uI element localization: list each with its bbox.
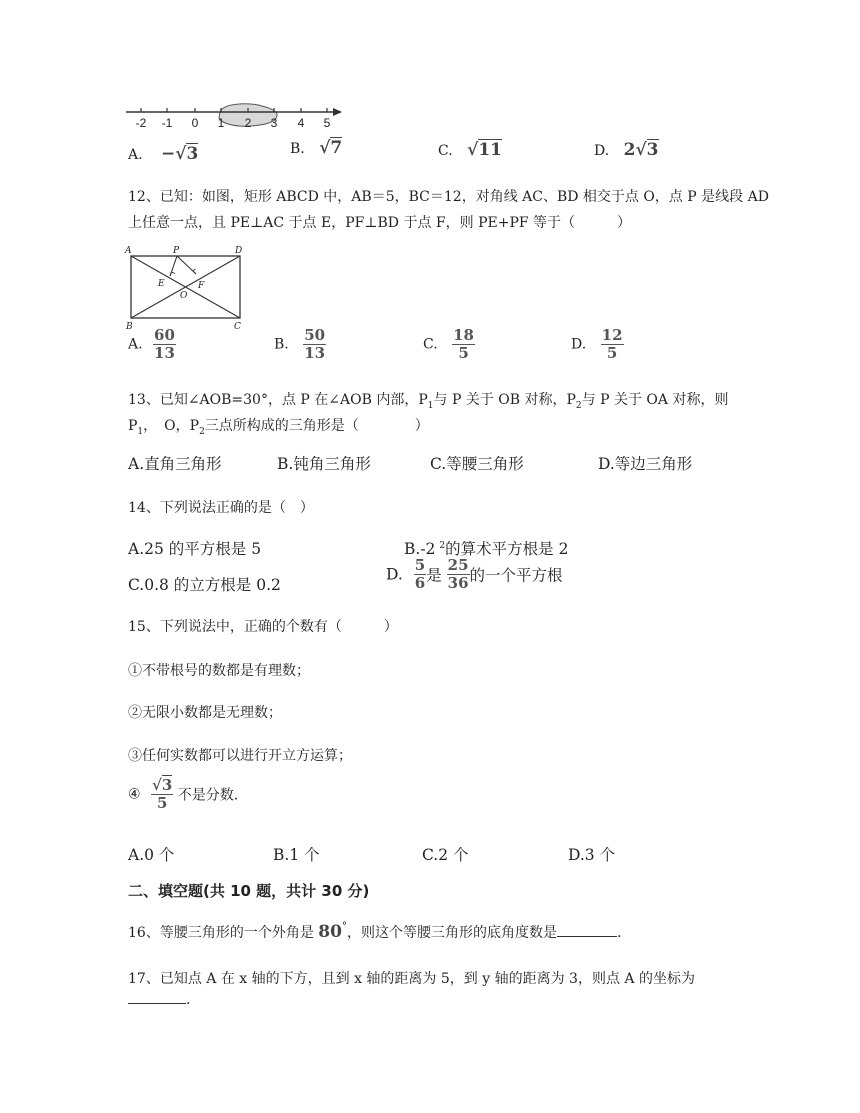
label-b: B (126, 322, 133, 332)
label-f: F (198, 281, 205, 291)
q15-option-c[interactable]: C.2 个 (422, 846, 469, 864)
tick-label: 4 (297, 116, 305, 130)
number-line-arrow (333, 108, 342, 116)
q17-stem: 17、已知点 A 在 x 轴的下方，且到 x 轴的距离为 5，到 y 轴的距离为 3，则点 A 的坐标为 (128, 971, 695, 987)
q12-option-d[interactable]: D. $\frac{12}{5}$ (571, 326, 623, 362)
label-d: D (235, 246, 243, 256)
q13-option-c[interactable]: C.等腰三角形 (430, 455, 524, 473)
q14-option-d[interactable]: D. $\frac{5}{6}$ 是 $\frac{25}{36}$ 的一个平方根 (386, 556, 563, 592)
label-a: A (125, 246, 132, 256)
q12-option-b[interactable]: B. $\frac{50}{13}$ (274, 326, 326, 362)
q15-item-1: ①不带根号的数都是有理数； (128, 663, 310, 679)
q16-stem: 16、等腰三角形的一个外角是 80°，则这个等腰三角形的底角度数是 . (128, 921, 622, 942)
q12-option-a[interactable]: A. $\frac{60}{13}$ (128, 326, 175, 362)
q13-stem-line2: $P_1$， O，$P_2$三点所构成的三角形是（ ） (128, 418, 429, 437)
section-title: 二、填空题(共 10 题，共计 30 分) (128, 882, 370, 900)
tick-label: 2 (244, 116, 252, 130)
tick-label: 5 (323, 116, 331, 130)
q17-answer-line: . (128, 992, 190, 1008)
answer-blank[interactable] (128, 1003, 186, 1004)
tick-label: 0 (191, 116, 199, 130)
q15-option-d[interactable]: D.3 个 (568, 846, 616, 864)
q12-option-c[interactable]: C. $\frac{18}{5}$ (423, 326, 474, 362)
tick-label: -2 (135, 116, 147, 130)
q13-option-b[interactable]: B.钝角三角形 (277, 455, 371, 473)
rectangle-figure (122, 243, 252, 335)
label-c: C (234, 322, 241, 332)
q11-option-a[interactable]: A. −√3 (128, 144, 199, 164)
q14-stem: 14、下列说法正确的是（ ） (128, 500, 314, 516)
q15-option-b[interactable]: B.1 个 (273, 846, 320, 864)
q11-option-b[interactable]: B. √7 (290, 138, 343, 158)
number-line-figure (120, 98, 350, 134)
q15-option-a[interactable]: A.0 个 (128, 846, 175, 864)
label-o: O (180, 291, 188, 301)
tick-label: 1 (217, 116, 225, 130)
tick-label: -1 (161, 116, 173, 130)
q11-option-d[interactable]: D. 2√3 (594, 140, 659, 160)
q14-option-b[interactable]: B.-2 $^2$的算术平方根是 2 (404, 540, 569, 558)
q14-option-c[interactable]: C.0.8 的立方根是 0.2 (128, 576, 281, 594)
tick-label: 3 (270, 116, 278, 130)
q12-stem-line1: 12、已知：如图，矩形 ABCD 中，AB＝5，BC＝12，对角线 AC、BD 相交于点 O，点 P 是线段 AD (128, 189, 769, 205)
q15-item-3: ③任何实数都可以进行开立方运算； (128, 748, 352, 764)
q13-option-a[interactable]: A.直角三角形 (128, 455, 222, 473)
q12-stem-line2: 上任意一点，且 PE⊥AC 于点 E，PF⊥BD 于点 F，则 PE+PF 等于（ ） (128, 215, 632, 231)
q15-stem: 15、下列说法中，正确的个数有（ ） (128, 619, 398, 635)
q13-option-d[interactable]: D.等边三角形 (598, 455, 693, 473)
answer-blank[interactable] (557, 936, 617, 937)
q11-option-c[interactable]: C. √11 (438, 140, 502, 160)
q15-item-4: ④ $\frac{√3}{5}$ 不是分数. (128, 776, 239, 812)
label-p: P (173, 246, 180, 256)
q15-item-2: ②无限小数都是无理数； (128, 705, 282, 721)
q14-option-a[interactable]: A.25 的平方根是 5 (128, 540, 262, 558)
label-e: E (158, 279, 165, 289)
q13-stem-line1: 13、已知∠AOB=30°，点 P 在∠AOB 内部，$P_1$与 P 关于 OB 对称，$P_2$与 P 关于 OA 对称，则 (128, 392, 729, 411)
